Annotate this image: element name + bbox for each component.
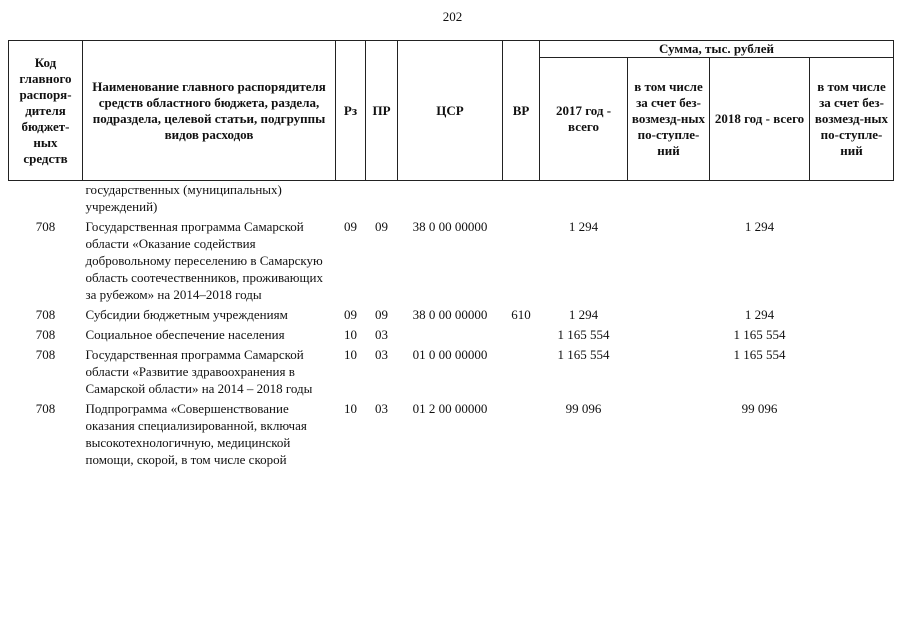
csr-cell xyxy=(398,323,503,343)
y2018-gratuitous-cell xyxy=(810,323,894,343)
header-sum: Сумма, тыс. рублей xyxy=(540,41,894,58)
pr-cell: 03 xyxy=(375,327,388,342)
y2018-gratuitous-cell xyxy=(810,343,894,397)
header-2017-gratuitous: в том числе за счет без-возмезд-ных по-ступле-ний xyxy=(628,58,710,181)
name-cell: Подпрограмма «Совершенствование оказания специализированной, включая высокотехнологичную, медицинской помощи, скорой, в том числе скорой xyxy=(85,401,307,467)
code-cell xyxy=(9,181,83,216)
y2017-gratuitous-cell xyxy=(628,181,710,216)
name-cell: Субсидии бюджетным учреждениям xyxy=(85,307,288,322)
header-pr: ПР xyxy=(366,41,398,181)
y2017-cell: 1 165 554 xyxy=(557,327,610,342)
vr-cell xyxy=(503,397,540,468)
y2017-gratuitous-cell xyxy=(628,343,710,397)
header-name: Наименование главного распорядителя средств областного бюджета, раздела, подраздела, целевой статьи, подгруппы видов расходов xyxy=(83,41,336,181)
y2018-cell: 99 096 xyxy=(741,401,778,416)
y2017-cell: 99 096 xyxy=(565,401,602,416)
y2017-gratuitous-cell xyxy=(628,397,710,468)
y2017-cell xyxy=(540,181,628,216)
pr-cell: 09 xyxy=(375,219,388,234)
y2017-gratuitous-cell xyxy=(628,323,710,343)
name-cell: Социальное обеспечение населения xyxy=(85,327,285,342)
y2018-gratuitous-cell xyxy=(810,215,894,303)
pr-cell: 09 xyxy=(375,307,388,322)
y2018-cell: 1 165 554 xyxy=(733,347,786,362)
csr-cell xyxy=(398,181,503,216)
code-cell: 708 xyxy=(35,219,56,234)
csr-cell: 38 0 00 00000 xyxy=(412,219,488,234)
rz-cell: 09 xyxy=(344,219,357,234)
header-vr: ВР xyxy=(503,41,540,181)
header-2018-gratuitous: в том числе за счет без-возмезд-ных по-ступле-ний xyxy=(810,58,894,181)
y2017-cell: 1 294 xyxy=(568,219,599,234)
code-cell: 708 xyxy=(35,401,56,416)
pr-cell: 03 xyxy=(375,347,388,362)
vr-cell xyxy=(503,323,540,343)
header-code: Код главного распоря-дителя бюджет-ных средств xyxy=(9,41,83,181)
vr-cell: 610 xyxy=(511,307,531,322)
vr-cell xyxy=(503,343,540,397)
table-row xyxy=(9,303,894,323)
page-number: 202 xyxy=(442,9,463,24)
csr-cell: 38 0 00 00000 xyxy=(412,307,488,322)
table-header xyxy=(9,41,894,181)
name-cell: Государственная программа Самарской области «Развитие здравоохранения в Самарской области» на 2014 – 2018 годы xyxy=(85,347,313,396)
pr-cell xyxy=(366,181,398,216)
rz-cell: 10 xyxy=(344,347,357,362)
y2018-cell: 1 294 xyxy=(744,307,775,322)
table-row xyxy=(9,343,894,397)
rz-cell: 10 xyxy=(344,327,357,342)
y2018-cell xyxy=(710,181,810,216)
table-row xyxy=(9,397,894,468)
y2018-gratuitous-cell xyxy=(810,181,894,216)
rz-cell: 09 xyxy=(344,307,357,322)
y2018-cell: 1 294 xyxy=(744,219,775,234)
budget-table xyxy=(8,40,894,468)
name-cell: государственных (муниципальных) учреждений) xyxy=(85,182,282,214)
header-csr: ЦСР xyxy=(398,41,503,181)
y2018-gratuitous-cell xyxy=(810,303,894,323)
rz-cell: 10 xyxy=(344,401,357,416)
code-cell: 708 xyxy=(35,307,56,322)
code-cell: 708 xyxy=(35,327,56,342)
y2018-cell: 1 165 554 xyxy=(733,327,786,342)
table-row xyxy=(9,181,894,216)
code-cell: 708 xyxy=(35,347,56,362)
name-cell: Государственная программа Самарской области «Оказание содействия добровольному переселению в Самарскую область соотечественников, проживающих за рубежом» на 2014–2018 годы xyxy=(85,219,323,302)
y2018-gratuitous-cell xyxy=(810,397,894,468)
y2017-cell: 1 165 554 xyxy=(557,347,610,362)
table-row xyxy=(9,215,894,303)
pr-cell: 03 xyxy=(375,401,388,416)
y2017-gratuitous-cell xyxy=(628,303,710,323)
vr-cell xyxy=(503,215,540,303)
rz-cell xyxy=(336,181,366,216)
y2017-cell: 1 294 xyxy=(568,307,599,322)
vr-cell xyxy=(503,181,540,216)
header-2017-total: 2017 год - всего xyxy=(540,58,628,181)
table-body xyxy=(9,181,894,469)
header-2018-total: 2018 год - всего xyxy=(710,58,810,181)
header-rz: Рз xyxy=(336,41,366,181)
csr-cell: 01 2 00 00000 xyxy=(412,401,488,416)
table-row xyxy=(9,323,894,343)
csr-cell: 01 0 00 00000 xyxy=(412,347,488,362)
y2017-gratuitous-cell xyxy=(628,215,710,303)
